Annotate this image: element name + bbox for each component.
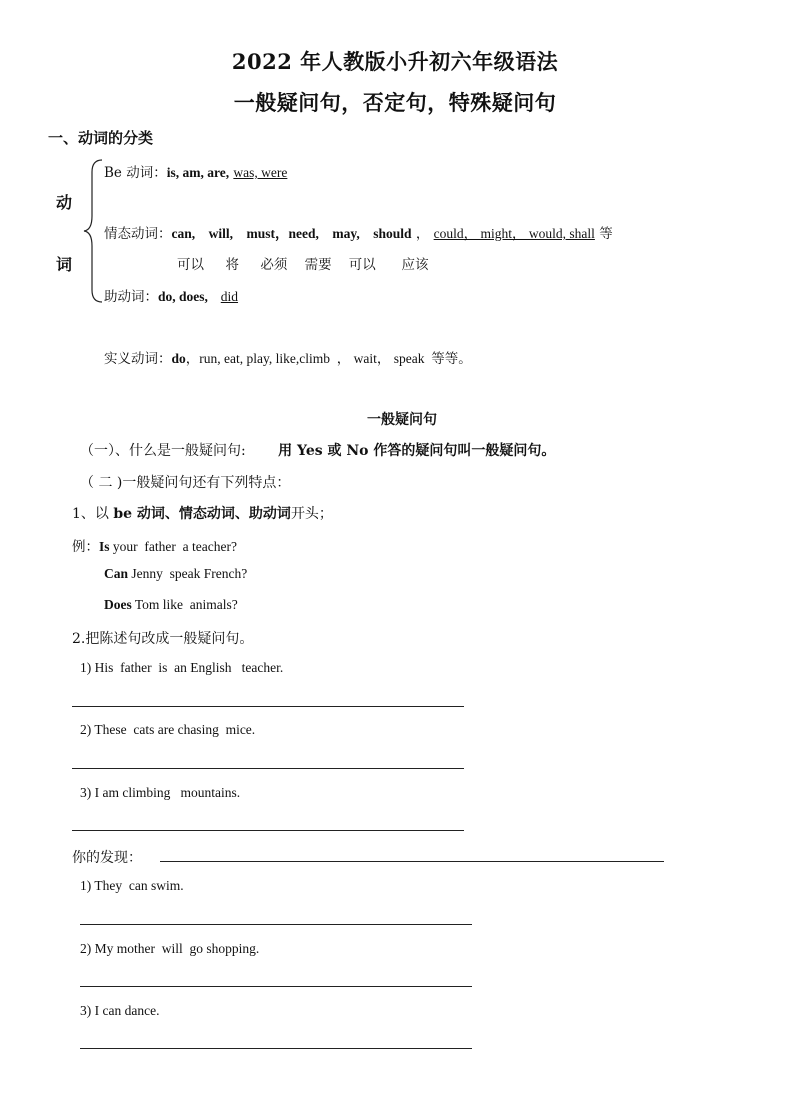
modal-verbs-past: could， might， would, shall bbox=[433, 226, 595, 241]
modal-verbs-etc: 等 bbox=[599, 226, 613, 242]
modal-verbs-bold: can, will, must，need, may, should bbox=[171, 226, 412, 241]
page-title: 2022 年人教版小升初六年级语法 bbox=[231, 49, 559, 74]
point1-suffix: 开头； bbox=[290, 506, 333, 522]
example-label: 例： bbox=[72, 539, 99, 555]
q2-label: （ 二 )一般疑问句还有下列特点： bbox=[80, 475, 291, 491]
aux-verbs-past: did bbox=[220, 289, 239, 304]
answer-line-b-2[interactable] bbox=[80, 986, 472, 987]
modal-verbs-meanings: 可以 将 必须 需要 可以 应该 bbox=[177, 257, 429, 273]
answer-line-a-1[interactable] bbox=[72, 706, 464, 707]
sentence-a-1: 1) His father is an English teacher. bbox=[80, 660, 284, 675]
modal-verbs-separator: ， bbox=[415, 226, 430, 242]
answer-line-b-1[interactable] bbox=[80, 924, 472, 925]
example-1-bold: Is bbox=[99, 539, 110, 554]
answer-line-a-3[interactable] bbox=[72, 830, 464, 831]
example-row-2 bbox=[104, 566, 247, 582]
answer-line-a-2[interactable] bbox=[72, 768, 464, 769]
example-1-rest: your father a teacher? bbox=[109, 539, 237, 554]
verb-big-char-1: 动 bbox=[56, 193, 73, 212]
sentence-b-3: 3) I can dance. bbox=[80, 1003, 160, 1018]
example-3-rest: Tom like animals? bbox=[131, 597, 238, 612]
example-row-1 bbox=[72, 535, 237, 555]
point1-prefix: 1、以 bbox=[72, 506, 114, 522]
notional-verbs-list: ，run, eat, play, like,climb ， wait， speak 等等。 bbox=[185, 351, 472, 366]
q1-row bbox=[80, 440, 555, 460]
finding-label: 你的发现： bbox=[72, 850, 142, 866]
be-verbs-label: Be 动词： bbox=[104, 165, 167, 181]
modal-verbs-label: 情态动词： bbox=[104, 226, 172, 242]
sentence-b-2: 2) My mother will go shopping. bbox=[80, 941, 260, 956]
be-verbs-past: was, were bbox=[233, 165, 288, 180]
verb-big-char-2: 词 bbox=[56, 255, 73, 274]
aux-verbs-row bbox=[104, 285, 238, 305]
curly-brace-icon bbox=[82, 156, 106, 306]
notional-verbs-row bbox=[104, 347, 472, 367]
sentence-b-1: 1) They can swim. bbox=[80, 878, 184, 893]
notional-verbs-label: 实义动词： bbox=[104, 351, 172, 367]
be-verbs-row bbox=[104, 161, 287, 181]
aux-verbs-bold: do, does, bbox=[158, 289, 208, 304]
q1-answer: 用 Yes 或 No 作答的疑问句叫一般疑问句。 bbox=[278, 443, 556, 459]
example-2-rest: Jenny speak French? bbox=[128, 566, 248, 581]
answer-line-b-3[interactable] bbox=[80, 1048, 472, 1049]
q1-label: （一）、什么是一般疑问句: bbox=[80, 443, 246, 459]
be-verbs-bold: is, am, are, bbox=[166, 165, 230, 180]
point2-heading: 2.把陈述句改成一般疑问句。 bbox=[72, 631, 254, 647]
modal-verbs-row bbox=[104, 222, 613, 242]
example-3-bold: Does bbox=[104, 597, 132, 612]
example-row-3 bbox=[104, 597, 238, 613]
section-heading-verb-types: 一、动词的分类 bbox=[48, 129, 154, 147]
sentence-a-3: 3) I am climbing mountains. bbox=[80, 785, 241, 800]
point1-row bbox=[72, 503, 333, 523]
aux-verbs-label: 助动词： bbox=[104, 289, 158, 305]
example-2-bold: Can bbox=[104, 566, 129, 581]
general-question-heading: 一般疑问句 bbox=[367, 412, 437, 428]
sentence-a-2: 2) These cats are chasing mice. bbox=[80, 722, 256, 737]
point1-bold: be 动词、情态动词、助动词 bbox=[113, 506, 291, 522]
page-subtitle: 一般疑问句，否定句，特殊疑问句 bbox=[233, 90, 557, 115]
notional-verbs-bold: do bbox=[171, 351, 186, 366]
finding-answer-line[interactable] bbox=[160, 861, 664, 862]
